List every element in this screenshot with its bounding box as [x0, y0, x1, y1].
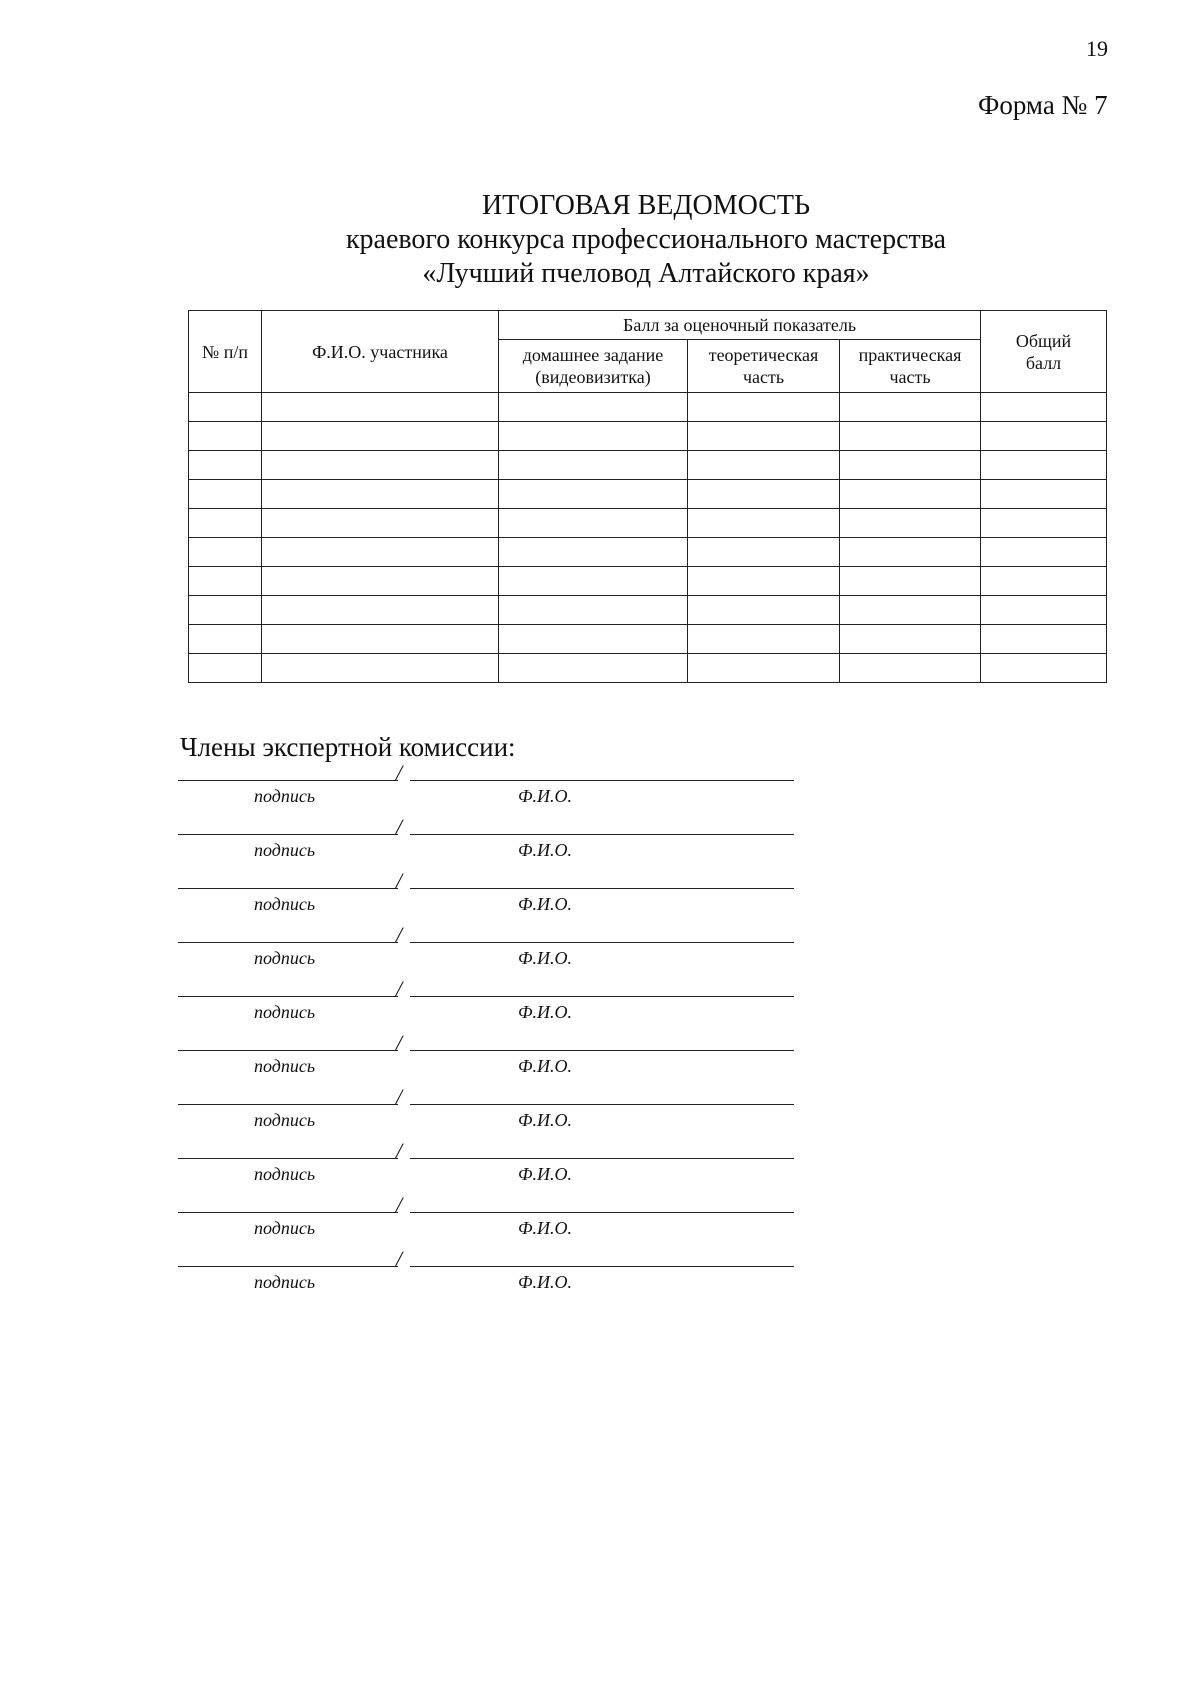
table-cell — [981, 393, 1107, 422]
table-cell — [499, 509, 688, 538]
signature-line — [178, 834, 398, 835]
table-cell — [981, 625, 1107, 654]
table-cell — [189, 393, 262, 422]
table-row — [189, 625, 1107, 654]
table-row — [189, 393, 1107, 422]
signature-label: подпись — [254, 1056, 316, 1076]
name-line — [410, 888, 794, 889]
header-participant-name: Ф.И.О. участника — [262, 311, 499, 393]
table-cell — [499, 422, 688, 451]
signature-row — [178, 1246, 796, 1300]
signature-line — [178, 1104, 398, 1105]
table-cell — [499, 567, 688, 596]
table-row — [189, 654, 1107, 683]
signature-label: подпись — [254, 1002, 316, 1022]
name-line — [410, 834, 794, 835]
table-row — [189, 509, 1107, 538]
table-cell — [840, 567, 981, 596]
table-row — [189, 538, 1107, 567]
results-table — [188, 310, 1107, 683]
signature-label: подпись — [254, 1218, 316, 1238]
table-cell — [688, 567, 840, 596]
table-cell — [262, 480, 499, 509]
table-cell — [688, 654, 840, 683]
table-cell — [688, 625, 840, 654]
table-cell — [262, 538, 499, 567]
table-cell — [981, 654, 1107, 683]
signature-label: подпись — [254, 948, 316, 968]
table-cell — [262, 393, 499, 422]
name-line — [410, 942, 794, 943]
signature-row — [178, 976, 796, 1030]
table-cell — [262, 422, 499, 451]
signature-label: подпись — [254, 840, 316, 860]
signature-line — [178, 780, 398, 781]
separator-slash: / — [396, 1138, 403, 1163]
table-cell — [840, 596, 981, 625]
name-label: Ф.И.О. — [518, 1164, 572, 1184]
name-label: Ф.И.О. — [518, 894, 572, 914]
table-cell — [189, 625, 262, 654]
table-cell — [981, 480, 1107, 509]
title-line-2: краевого конкурса профессионального мастерства — [345, 224, 947, 255]
signature-row — [178, 1138, 796, 1192]
table-cell — [981, 567, 1107, 596]
table-cell — [840, 625, 981, 654]
table-cell — [262, 567, 499, 596]
table-cell — [262, 451, 499, 480]
signature-line — [178, 1212, 398, 1213]
table-cell — [189, 451, 262, 480]
form-number: Форма № 7 — [978, 90, 1108, 120]
table-row — [189, 480, 1107, 509]
signature-line — [178, 996, 398, 997]
table-cell — [981, 538, 1107, 567]
table-cell — [499, 480, 688, 509]
table-cell — [688, 596, 840, 625]
table-cell — [189, 538, 262, 567]
signature-row — [178, 1084, 796, 1138]
name-label: Ф.И.О. — [518, 1056, 572, 1076]
table-cell — [981, 596, 1107, 625]
signature-label: подпись — [254, 1272, 316, 1292]
table-cell — [189, 422, 262, 451]
separator-slash: / — [396, 868, 403, 893]
table-cell — [840, 509, 981, 538]
table-row — [189, 422, 1107, 451]
table-cell — [499, 654, 688, 683]
separator-slash: / — [396, 1084, 403, 1109]
name-line — [410, 1104, 794, 1105]
signature-line — [178, 1266, 398, 1267]
separator-slash: / — [396, 814, 403, 839]
table-cell — [688, 480, 840, 509]
signature-line — [178, 942, 398, 943]
signature-line — [178, 1050, 398, 1051]
separator-slash: / — [396, 760, 403, 785]
table-cell — [840, 422, 981, 451]
signature-label: подпись — [254, 1110, 316, 1130]
table-body — [189, 393, 1107, 683]
separator-slash: / — [396, 1246, 403, 1271]
name-label: Ф.И.О. — [518, 948, 572, 968]
signature-row — [178, 1030, 796, 1084]
signature-row — [178, 760, 796, 814]
name-label: Ф.И.О. — [518, 1218, 572, 1238]
table-cell — [840, 538, 981, 567]
separator-slash: / — [396, 1030, 403, 1055]
signature-row — [178, 922, 796, 976]
table-cell — [499, 538, 688, 567]
table-cell — [189, 596, 262, 625]
signature-row — [178, 868, 796, 922]
table-cell — [840, 393, 981, 422]
name-label: Ф.И.О. — [518, 1272, 572, 1292]
table-cell — [189, 480, 262, 509]
table-cell — [262, 596, 499, 625]
commission-title: Члены экспертной комиссии: — [180, 732, 516, 762]
table-cell — [688, 538, 840, 567]
signature-line — [178, 888, 398, 889]
name-line — [410, 1212, 794, 1213]
name-line — [410, 1158, 794, 1159]
signature-label: подпись — [254, 894, 316, 914]
table-cell — [499, 393, 688, 422]
table-cell — [499, 451, 688, 480]
table-cell — [840, 451, 981, 480]
table-cell — [262, 625, 499, 654]
name-line — [410, 1050, 794, 1051]
separator-slash: / — [396, 922, 403, 947]
table-cell — [840, 654, 981, 683]
name-line — [410, 780, 794, 781]
table-cell — [499, 596, 688, 625]
name-label: Ф.И.О. — [518, 1002, 572, 1022]
page-number: 19 — [1086, 36, 1108, 61]
name-line — [410, 996, 794, 997]
table-row — [189, 451, 1107, 480]
table-cell — [981, 451, 1107, 480]
table-row — [189, 567, 1107, 596]
separator-slash: / — [396, 1192, 403, 1217]
name-line — [410, 1266, 794, 1267]
header-homework: домашнее задание (видеовизитка) — [499, 340, 688, 393]
signature-label: подпись — [254, 786, 316, 806]
table-cell — [189, 567, 262, 596]
header-total: Общий балл — [981, 311, 1107, 393]
signature-label: подпись — [254, 1164, 316, 1184]
separator-slash: / — [396, 976, 403, 1001]
table-cell — [688, 451, 840, 480]
title-line-1: ИТОГОВАЯ ВЕДОМОСТЬ — [481, 190, 811, 221]
table-cell — [688, 509, 840, 538]
signature-line — [178, 1158, 398, 1159]
table-cell — [262, 509, 499, 538]
table-cell — [688, 422, 840, 451]
header-practice: практическая часть — [840, 340, 981, 393]
table-cell — [840, 480, 981, 509]
table-cell — [981, 422, 1107, 451]
table-cell — [499, 625, 688, 654]
header-number: № п/п — [189, 311, 262, 393]
table-cell — [189, 654, 262, 683]
table-cell — [262, 654, 499, 683]
table-cell — [688, 393, 840, 422]
signature-row — [178, 814, 796, 868]
name-label: Ф.И.О. — [518, 840, 572, 860]
table-cell — [189, 509, 262, 538]
header-score-group: Балл за оценочный показатель — [499, 311, 981, 340]
table-cell — [981, 509, 1107, 538]
name-label: Ф.И.О. — [518, 786, 572, 806]
name-label: Ф.И.О. — [518, 1110, 572, 1130]
table-row — [189, 596, 1107, 625]
title-line-3: «Лучший пчеловод Алтайского края» — [422, 258, 870, 289]
signature-row — [178, 1192, 796, 1246]
header-theory: теоретическая часть — [688, 340, 840, 393]
